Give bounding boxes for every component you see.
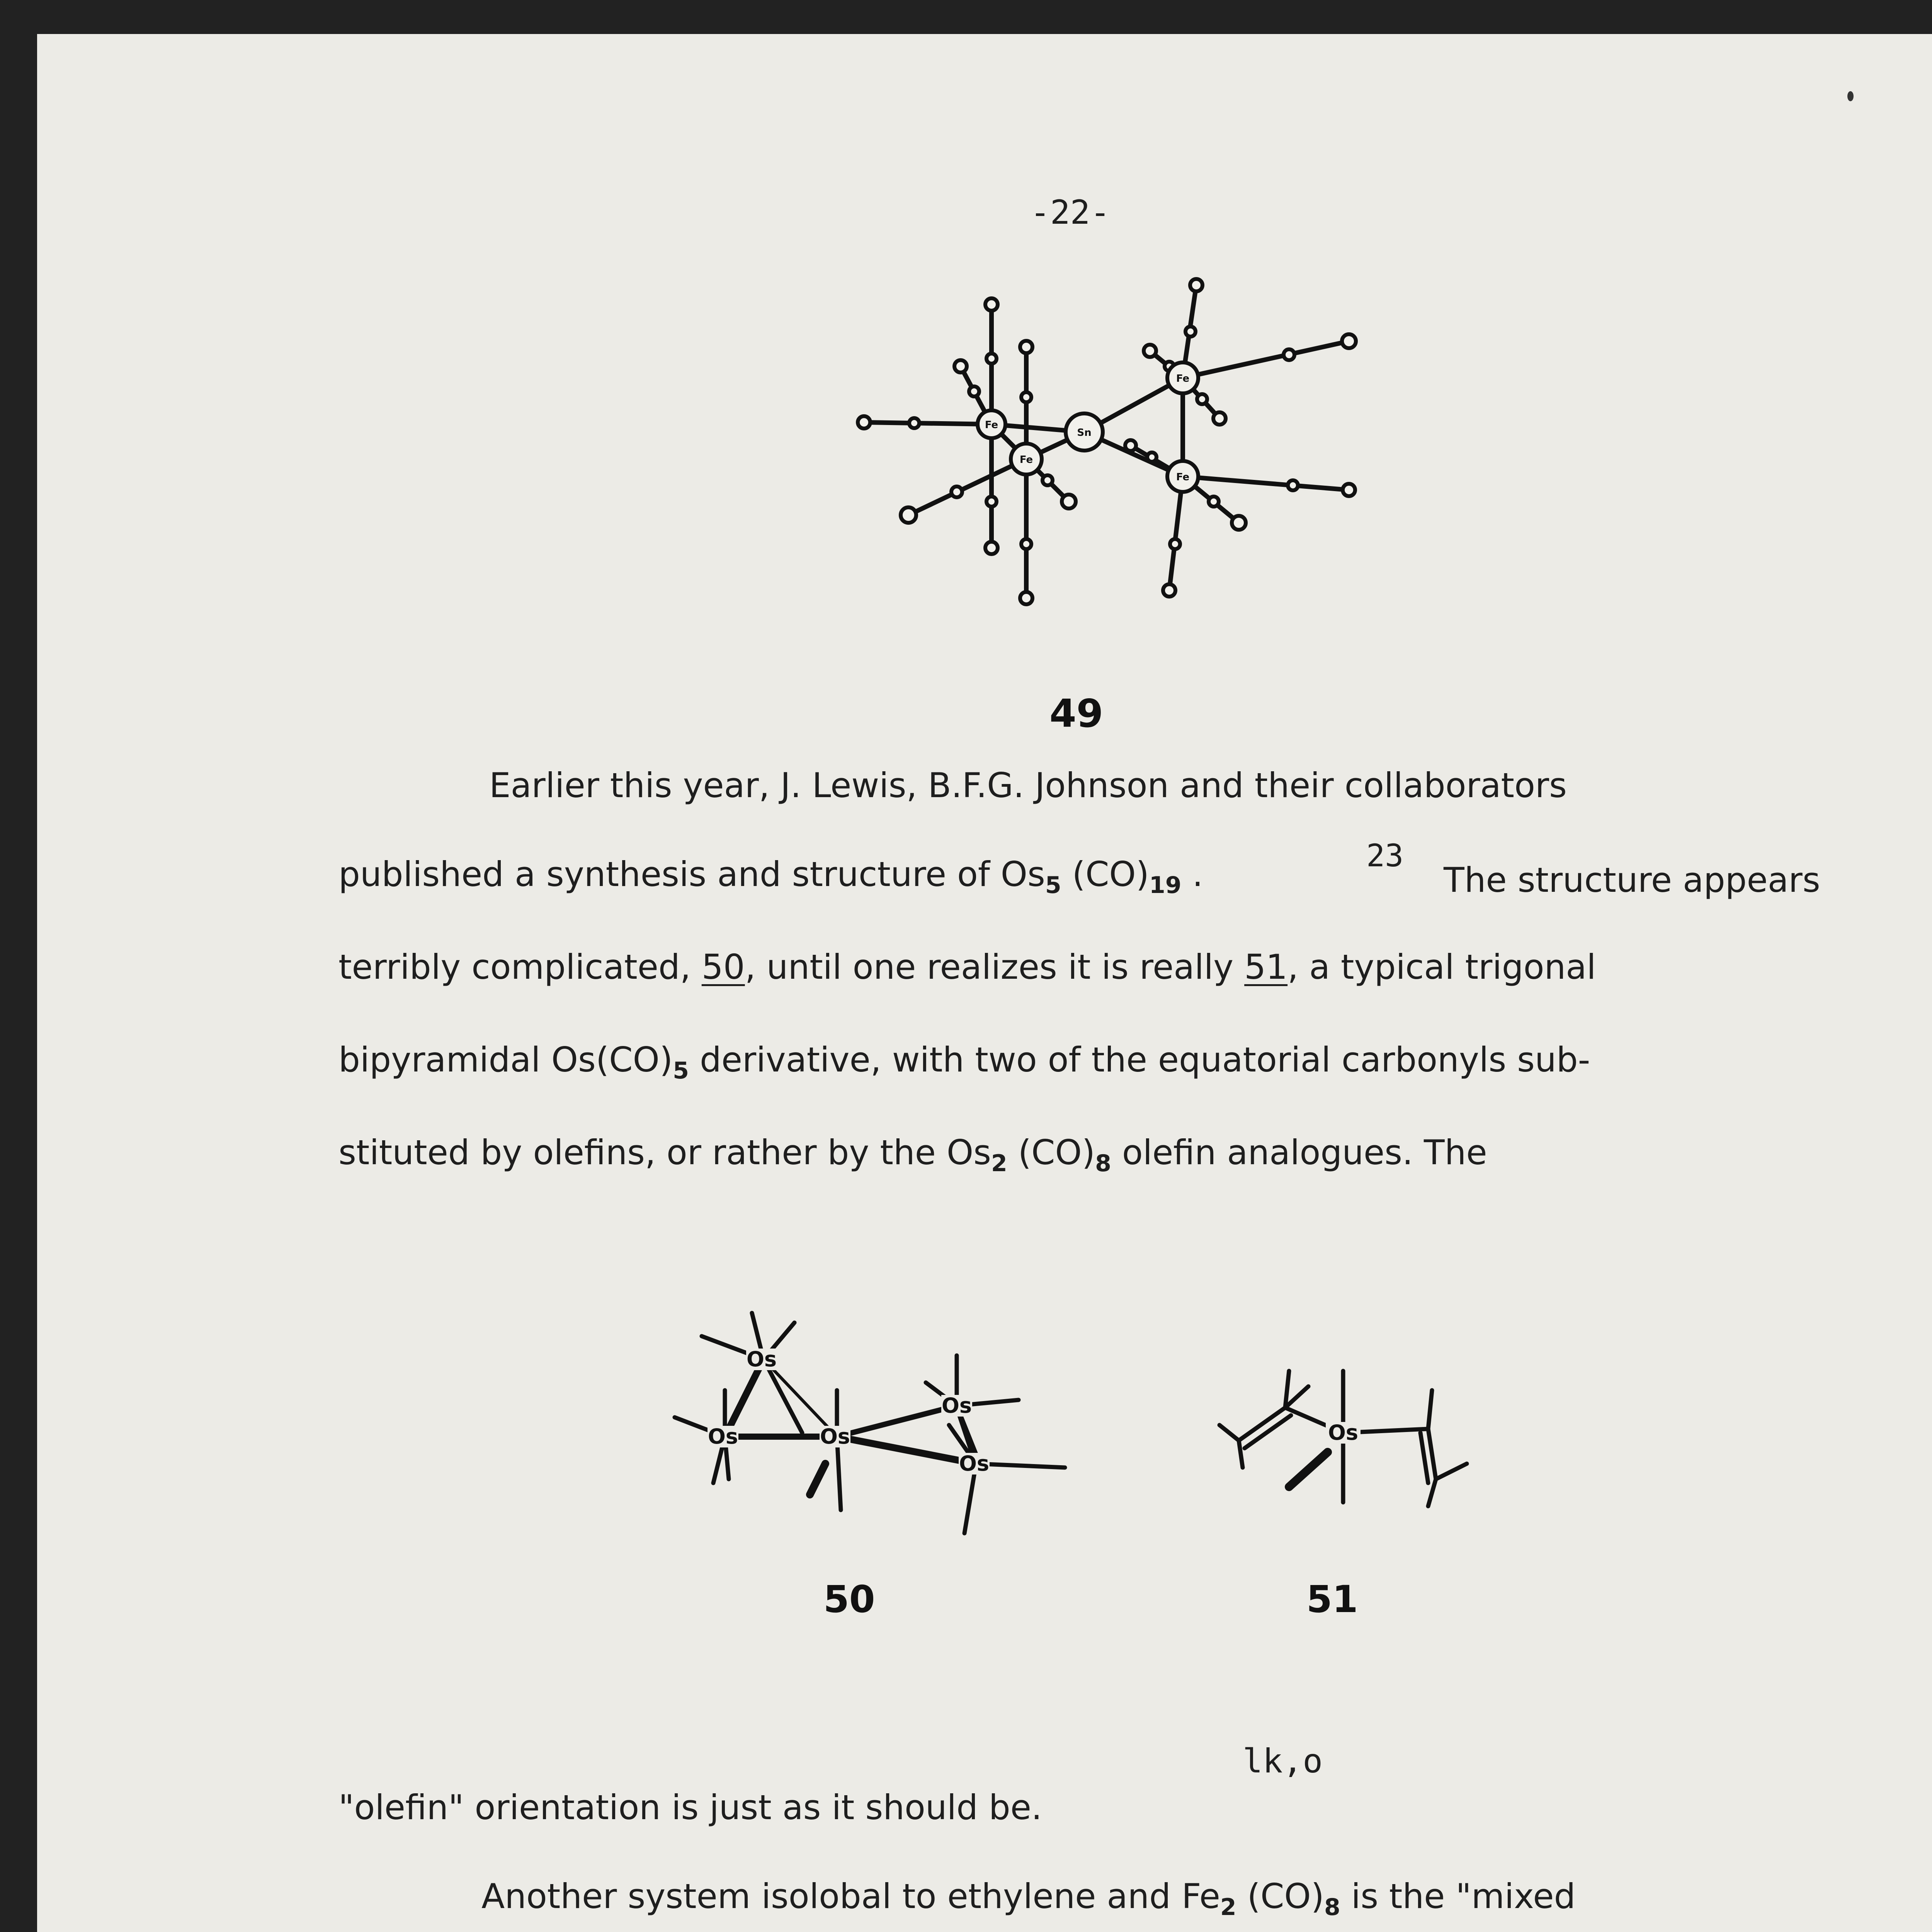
structure-51-label: 51: [1306, 1578, 1358, 1621]
structure-51-diagram: [1158, 1340, 1505, 1587]
paragraph-2-line-1: "olefin" orientation is just as it should be.: [338, 1787, 1042, 1827]
document-page: [37, 34, 1932, 1932]
structure-50-label: 50: [823, 1578, 875, 1621]
scan-speck: [1847, 91, 1854, 101]
reference-superscript: 23: [1366, 838, 1404, 874]
paragraph-1-line-3: terribly complicated, 50, until one realizes it is really 51, a typical trigonal: [338, 947, 1596, 987]
compound-ref-51: 51: [1244, 947, 1288, 987]
structure-50-diagram: [609, 1263, 1111, 1611]
handwritten-note: lk,o: [1243, 1742, 1323, 1781]
structure-49-label: 49: [1049, 691, 1104, 736]
paragraph-1-line-2-end: The structure appears: [1444, 860, 1820, 900]
page-number: -22-: [1030, 193, 1111, 232]
paragraph-1-line-4: bipyramidal $Os(CO)_5$ derivative, with two of the equatorial carbonyls sub-: [338, 1040, 1590, 1084]
os-atom-label: Os: [746, 1347, 777, 1371]
os-atom-label: Os: [1328, 1420, 1359, 1445]
paragraph-1-line-5: stituted by olefins, or rather by the $Os_2$ $(CO)_8$ olefin analogues. The: [338, 1133, 1487, 1177]
sn-atom-label: Sn: [1077, 427, 1092, 439]
fe-atom-label: Fe: [985, 419, 998, 431]
paragraph-3-line-1: Another system isolobal to ethylene and $Fe_2$ $(CO)_8$ is the "mixed: [481, 1876, 1576, 1921]
os-atom-label: Os: [707, 1424, 738, 1449]
compound-ref-50: 50: [701, 947, 745, 987]
structure-49-diagram: [810, 274, 1389, 699]
os-atom-label: Os: [959, 1451, 990, 1476]
paragraph-1-line-1: Earlier this year, J. Lewis, B.F.G. Johnson and their collaborators: [489, 765, 1567, 805]
fe-atom-label: Fe: [1019, 454, 1033, 466]
fe-atom-label: Fe: [1176, 471, 1190, 483]
os-atom-label: Os: [820, 1424, 850, 1449]
paragraph-1-line-2: published a synthesis and structure of $Os_5$ $(CO)_{19}$ .: [338, 854, 1203, 899]
fe-atom-label: Fe: [1176, 373, 1190, 384]
os-atom-label: Os: [941, 1393, 972, 1418]
